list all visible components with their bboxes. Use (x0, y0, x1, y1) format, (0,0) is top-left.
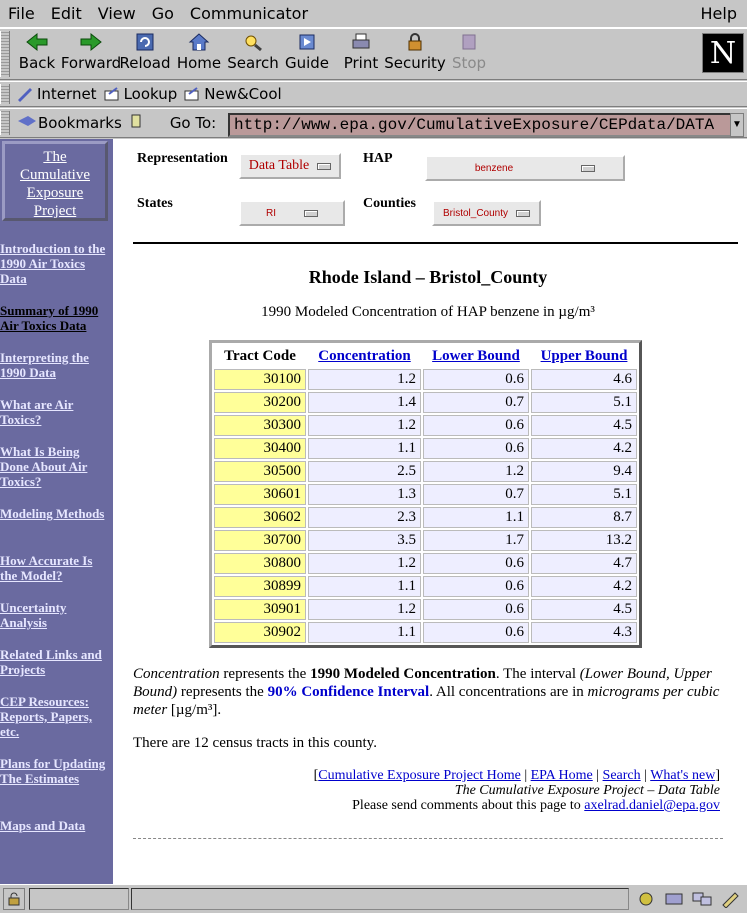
goto-label: Go To: (169, 114, 217, 132)
menu-help[interactable]: Help (700, 4, 737, 23)
sidebar (0, 139, 113, 884)
search-label: Search (227, 54, 279, 72)
table-header-row (214, 345, 637, 367)
concentration-link[interactable]: Concentration (318, 347, 411, 364)
explanation-text: Concentration (133, 666, 220, 682)
table-row (214, 530, 637, 551)
explanation-text: represents the (219, 666, 311, 682)
progress-bar (29, 888, 129, 910)
netscape-logo[interactable]: N (702, 33, 744, 73)
hap-value: benzene (474, 162, 514, 174)
upper-bound-cell: 4.6 (531, 369, 637, 390)
representation-label: Representation (137, 151, 228, 166)
table-row (214, 484, 637, 505)
search-button[interactable] (226, 29, 280, 79)
states-value: RI (266, 207, 276, 219)
upper-bound-cell: 4.2 (531, 576, 637, 597)
concentration-cell: 1.1 (308, 576, 421, 597)
navigation-toolbar (0, 28, 747, 80)
personal-toolbar (0, 81, 747, 107)
upper-bound-cell: 4.7 (531, 553, 637, 574)
tract-code-cell: 30901 (214, 599, 306, 620)
print-label: Print (343, 54, 379, 72)
header-upper-bound (531, 345, 637, 367)
lookup-label: Lookup (123, 85, 178, 103)
sidebar-title-box (2, 141, 108, 221)
sidebar-link-being-done[interactable]: What Is Being Done About Air Toxics? (0, 444, 88, 489)
bookmarks-button[interactable] (16, 113, 144, 133)
guide-icon (294, 31, 320, 53)
header-tract-code: Tract Code (224, 347, 296, 364)
navigator-icon[interactable] (635, 890, 657, 908)
url-dropdown-icon[interactable]: ▼ (730, 113, 744, 137)
back-label: Back (18, 54, 56, 72)
page-title: Rhode Island – Bristol_County (308, 267, 548, 287)
lower-bound-cell: 0.6 (423, 369, 529, 390)
footer-email-link[interactable]: axelrad.daniel@epa.gov (584, 798, 720, 813)
lower-bound-cell: 0.7 (423, 392, 529, 413)
lower-bound-cell: 1.1 (423, 507, 529, 528)
home-label: Home (176, 54, 222, 72)
concentration-cell: 1.3 (308, 484, 421, 505)
explanation-text: represents the (177, 684, 268, 700)
forward-button[interactable] (60, 29, 122, 79)
states-label: States (137, 196, 173, 211)
tract-code-cell: 30601 (214, 484, 306, 505)
concentration-cell: 1.1 (308, 622, 421, 643)
tract-count-text: There are 12 census tracts in this county. (133, 735, 377, 751)
concentration-cell: 1.1 (308, 438, 421, 459)
bookmark-folder-icon (103, 86, 121, 102)
concentration-cell: 2.5 (308, 461, 421, 482)
composer-icon[interactable] (719, 890, 741, 908)
table-row (214, 599, 637, 620)
table-row (214, 461, 637, 482)
forward-label: Forward (60, 54, 122, 72)
table-row (214, 507, 637, 528)
explanation-text: 1990 Modeled Concentration (310, 666, 496, 682)
header-concentration (308, 345, 421, 367)
menu-file[interactable]: File (8, 4, 35, 23)
location-toolbar (0, 108, 747, 138)
sidebar-link-interpreting[interactable]: Interpreting the 1990 Data (0, 350, 89, 380)
footer-link-search[interactable]: Search (602, 768, 641, 783)
data-table (209, 340, 642, 648)
upper-bound-cell: 4.5 (531, 415, 637, 436)
counties-value: Bristol_County (442, 207, 509, 219)
page-content (0, 139, 747, 884)
sidebar-link-modeling[interactable]: Modeling Methods (0, 506, 105, 521)
newcool-button[interactable] (183, 85, 281, 103)
divider (133, 242, 738, 244)
home-icon (186, 31, 212, 53)
bookmarks-label: Bookmarks (38, 114, 122, 132)
explanation-paragraph (133, 665, 723, 719)
lower-bound-link[interactable]: Lower Bound (432, 347, 520, 364)
sidebar-title-link[interactable]: The Cumulative Exposure Project (20, 149, 90, 219)
footer-link-epa-home[interactable]: EPA Home (530, 768, 593, 783)
upper-bound-link[interactable]: Upper Bound (540, 347, 628, 364)
footer-comments-text: Please send comments about this page to (352, 798, 585, 813)
footer-caption: The Cumulative Exposure Project – Data Table (454, 783, 720, 798)
guide-label: Guide (284, 54, 330, 72)
stop-icon (456, 31, 482, 53)
sidebar-link-plans[interactable]: Plans for Updating The Estimates (0, 756, 106, 786)
counties-label: Counties (363, 196, 416, 211)
hap-select[interactable] (425, 155, 625, 181)
menu-go[interactable]: Go (151, 4, 174, 23)
back-arrow-icon (24, 31, 50, 53)
upper-bound-cell: 5.1 (531, 484, 637, 505)
table-row (214, 438, 637, 459)
internet-button[interactable] (16, 85, 97, 103)
tract-code-cell: 30100 (214, 369, 306, 390)
bookmarks-icon (16, 113, 38, 133)
url-field[interactable]: http://www.epa.gov/CumulativeExposure/CEPdata/DATA (228, 113, 732, 137)
lower-bound-cell: 0.6 (423, 622, 529, 643)
concentration-cell: 1.4 (308, 392, 421, 413)
tract-code-cell: 30902 (214, 622, 306, 643)
sidebar-link-introduction[interactable]: Introduction to the 1990 Air Toxics Data (0, 241, 106, 286)
tract-code-cell: 30500 (214, 461, 306, 482)
footer-link-cep-home[interactable]: Cumulative Exposure Project Home (318, 768, 521, 783)
guide-button[interactable] (280, 29, 334, 79)
tract-code-cell: 30200 (214, 392, 306, 413)
home-button[interactable] (172, 29, 226, 79)
toolbar-grip[interactable] (0, 31, 10, 77)
discussion-icon[interactable] (691, 890, 713, 908)
table-row (214, 392, 637, 413)
dropdown-indicator-icon (317, 163, 331, 170)
lower-bound-cell: 0.6 (423, 415, 529, 436)
sidebar-link-accuracy[interactable]: How Accurate Is the Model? (0, 553, 93, 583)
table-row (214, 576, 637, 597)
lower-bound-cell: 0.6 (423, 553, 529, 574)
back-button[interactable] (10, 29, 64, 79)
footer-comments (280, 798, 720, 813)
explanation-text: . All concentrations are in (429, 684, 588, 700)
lower-bound-cell: 1.7 (423, 530, 529, 551)
representation-value: Data Table (248, 158, 310, 173)
lower-bound-cell: 0.6 (423, 599, 529, 620)
menu-communicator[interactable]: Communicator (189, 4, 309, 23)
explanation-text: (Lower Bound, Upper Bound) (133, 666, 712, 700)
menu-edit[interactable]: Edit (50, 4, 82, 23)
table-row (214, 553, 637, 574)
footer-link-whats-new[interactable]: What's new (650, 768, 716, 783)
counties-select[interactable] (432, 200, 541, 226)
security-button[interactable] (384, 29, 446, 79)
menu-view[interactable]: View (97, 4, 136, 23)
tract-code-cell: 30800 (214, 553, 306, 574)
reload-button[interactable] (118, 29, 172, 79)
explanation-text: micrograms per cubic meter (133, 684, 720, 718)
table-subtitle: 1990 Modeled Concentration of HAP benzene in µg/m³ (261, 304, 595, 320)
location-toolbar-grip[interactable] (0, 111, 10, 135)
lower-bound-cell: 0.7 (423, 484, 529, 505)
lower-bound-cell: 0.6 (423, 438, 529, 459)
reload-label: Reload (119, 54, 171, 72)
sidebar-link-uncertainty[interactable]: Uncertainty Analysis (0, 600, 67, 630)
sidebar-link-related[interactable]: Related Links and Projects (0, 647, 102, 677)
sidebar-link-maps[interactable]: Maps and Data (0, 818, 86, 833)
representation-select[interactable] (239, 153, 341, 179)
footer-links: [Cumulative Exposure Project Home | EPA Home | Search | What's new] (313, 768, 720, 783)
dropdown-indicator-icon (304, 210, 318, 217)
dropdown-indicator-icon (581, 165, 595, 172)
concentration-cell: 1.2 (308, 369, 421, 390)
tract-code-cell: 30400 (214, 438, 306, 459)
page-proxy-icon[interactable] (128, 113, 144, 133)
footer-divider (133, 838, 723, 839)
personal-toolbar-grip[interactable] (0, 84, 10, 104)
upper-bound-cell: 4.2 (531, 438, 637, 459)
concentration-cell: 1.2 (308, 599, 421, 620)
security-label: Security (384, 54, 446, 72)
stop-button[interactable] (442, 29, 496, 79)
mail-icon[interactable] (663, 890, 685, 908)
newcool-label: New&Cool (204, 85, 282, 103)
status-bar (0, 884, 747, 913)
security-status-icon[interactable] (3, 888, 25, 910)
confidence-interval-link[interactable]: 90% Confidence Interval (267, 684, 430, 700)
menu-bar (0, 0, 747, 28)
lock-icon (402, 31, 428, 53)
upper-bound-cell: 4.3 (531, 622, 637, 643)
hap-label: HAP (363, 151, 393, 166)
concentration-cell: 1.2 (308, 415, 421, 436)
internet-label: Internet (37, 85, 97, 103)
table-row (214, 415, 637, 436)
forward-arrow-icon (78, 31, 104, 53)
upper-bound-cell: 9.4 (531, 461, 637, 482)
concentration-cell: 2.3 (308, 507, 421, 528)
search-icon (240, 31, 266, 53)
upper-bound-cell: 4.5 (531, 599, 637, 620)
states-select[interactable] (239, 200, 345, 226)
reload-icon (132, 31, 158, 53)
sidebar-link-resources[interactable]: CEP Resources: Reports, Papers, etc. (0, 694, 93, 739)
upper-bound-cell: 13.2 (531, 530, 637, 551)
table-row (214, 622, 637, 643)
concentration-cell: 1.2 (308, 553, 421, 574)
lower-bound-cell: 0.6 (423, 576, 529, 597)
bookmark-folder-icon (183, 86, 201, 102)
header-lower-bound (423, 345, 529, 367)
explanation-text: [µg/m³]. (167, 702, 222, 718)
printer-icon (348, 31, 374, 53)
concentration-cell: 3.5 (308, 530, 421, 551)
print-button[interactable] (334, 29, 388, 79)
upper-bound-cell: 5.1 (531, 392, 637, 413)
tract-code-cell: 30602 (214, 507, 306, 528)
tract-code-cell: 30300 (214, 415, 306, 436)
upper-bound-cell: 8.7 (531, 507, 637, 528)
page-footer (280, 768, 720, 813)
tract-code-cell: 30899 (214, 576, 306, 597)
component-bar (635, 890, 741, 908)
sidebar-link-air-toxics[interactable]: What are Air Toxics? (0, 397, 74, 427)
dropdown-indicator-icon (516, 210, 530, 217)
stop-label: Stop (451, 54, 487, 72)
bookmark-link-icon (16, 86, 34, 102)
status-text (131, 888, 629, 910)
tract-code-cell: 30700 (214, 530, 306, 551)
sidebar-link-summary[interactable]: Summary of 1990 Air Toxics Data (0, 303, 99, 333)
table-row (214, 369, 637, 390)
lower-bound-cell: 1.2 (423, 461, 529, 482)
explanation-text: . The interval (495, 666, 580, 682)
lookup-button[interactable] (103, 85, 178, 103)
